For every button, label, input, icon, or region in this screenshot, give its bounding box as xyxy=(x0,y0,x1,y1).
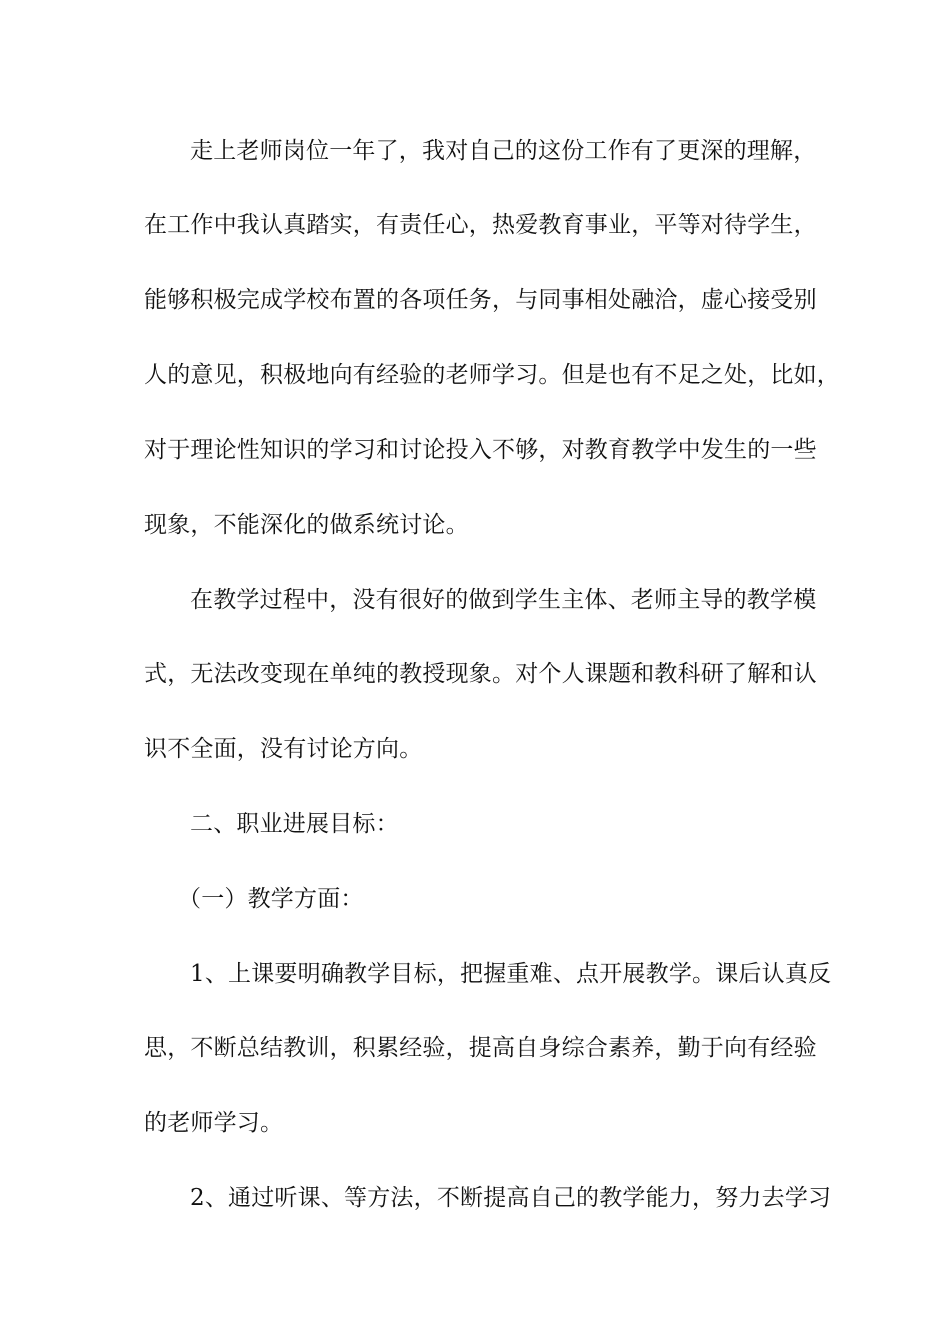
text-line: 识不全面，没有讨论方向。 xyxy=(144,736,423,762)
text-line: 对于理论性知识的学习和讨论投入不够，对教育教学中发生的一些 xyxy=(144,437,817,463)
text-line: 2、通过听课、等方法，不断提高自己的教学能力，努力去学习 xyxy=(190,1185,832,1211)
text-line: 人的意见，积极地向有经验的老师学习。但是也有不足之处，比如， xyxy=(144,362,840,388)
text-line: 式，无法改变现在单纯的教授现象。对个人课题和教科研了解和认 xyxy=(144,661,817,687)
text-line: 现象，不能深化的做系统讨论。 xyxy=(144,512,469,538)
text-line: 1、上课要明确教学目标，把握重难、点开展教学。课后认真反 xyxy=(190,961,832,987)
text-line: 思，不断总结教训，积累经验，提高自身综合素养，勤于向有经验 xyxy=(144,1035,817,1061)
subsection-heading: （一）教学方面： xyxy=(178,886,364,912)
section-heading: 二、职业进展目标： xyxy=(190,811,399,837)
text-line: 在工作中我认真踏实，有责任心，热爱教育事业，平等对待学生， xyxy=(144,212,817,238)
text-line: 能够积极完成学校布置的各项任务，与同事相处融洽，虚心接受别 xyxy=(144,287,817,313)
text-line: 在教学过程中，没有很好的做到学生主体、老师主导的教学模 xyxy=(190,587,817,613)
text-line: 的老师学习。 xyxy=(144,1110,284,1136)
text-line: 走上老师岗位一年了，我对自己的这份工作有了更深的理解， xyxy=(190,138,817,164)
